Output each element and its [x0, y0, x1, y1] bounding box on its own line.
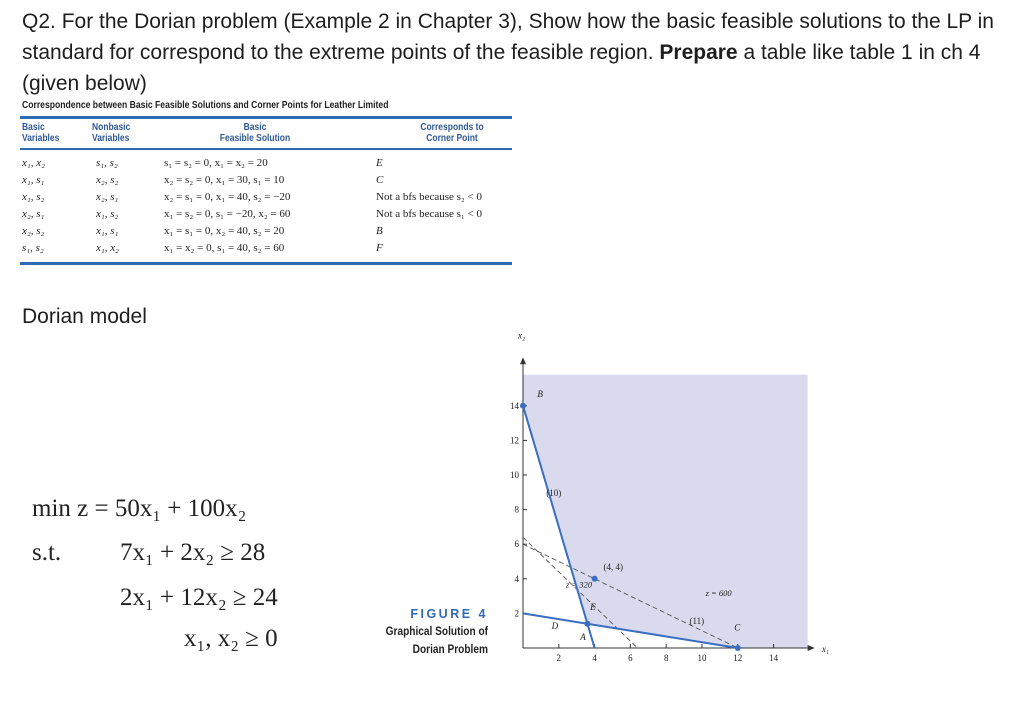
constraint-1: 7x₁ + 2x₂ ≥ 28 — [120, 539, 266, 566]
cell-bfs: x₁ = x₂ = 0, s₁ = 40, s₂ = 60 — [164, 242, 285, 254]
cell-corner: C — [376, 174, 384, 186]
table-caption: Correspondence between Basic Feasible Solutions and Corner Points for Leather Limited — [22, 99, 389, 111]
table-rule-bottom — [20, 262, 512, 265]
cell-nonbasic: x₁, x₂ — [96, 242, 119, 254]
question-text — [22, 6, 1012, 99]
y-tick-label: 8 — [514, 504, 519, 515]
cell-corner: B — [376, 225, 383, 237]
y-tick-label: 14 — [510, 400, 519, 411]
cell-bfs: x₂ = s₁ = 0, x₁ = 40, s₂ = −20 — [164, 191, 291, 203]
correspondence-table — [20, 116, 512, 268]
x-tick-label: 14 — [769, 653, 779, 663]
objective-function: min z = 50x₁ + 100x₂ — [32, 495, 247, 522]
cell-basic: x₁, s₁ — [22, 174, 45, 186]
cell-corner: Not a bfs because s₂ < 0 — [376, 191, 482, 203]
isocost-label: z = 320 — [565, 579, 593, 590]
table-rule-top — [20, 116, 512, 119]
y-tick-label: 6 — [514, 539, 519, 550]
corner-point — [735, 645, 741, 651]
y-tick-label: 12 — [510, 435, 519, 446]
constraint-2: 2x₁ + 12x₂ ≥ 24 — [120, 584, 278, 611]
corner-point — [592, 576, 598, 582]
y-tick-label: 10 — [510, 470, 519, 480]
x-tick-label: 6 — [628, 653, 633, 663]
point-label: (4, 4) — [603, 562, 624, 573]
dorian-model-title: Dorian model — [22, 305, 147, 328]
region-label: D — [551, 620, 559, 631]
x-tick-label: 10 — [697, 653, 707, 663]
cell-bfs: x₂ = s₂ = 0, x₁ = 30, s₁ = 10 — [164, 174, 285, 186]
cell-basic: x₁, x₂ — [22, 157, 45, 169]
x-tick-label: 4 — [592, 653, 597, 663]
constraint-label: (11) — [689, 615, 705, 626]
header-basic-feasible-solution: Basic Feasible Solution — [219, 122, 291, 144]
corner-point — [520, 403, 526, 409]
cell-nonbasic: x₁, s₁ — [96, 225, 119, 237]
y-tick-label: 2 — [514, 608, 519, 619]
y-axis-arrow — [520, 357, 526, 364]
x-tick-label: 8 — [663, 653, 669, 663]
region-label: A — [580, 632, 586, 643]
point-label: B — [537, 389, 543, 400]
table-row — [20, 156, 512, 171]
y-tick-label: 4 — [514, 573, 519, 584]
cell-nonbasic: x₁, s₂ — [96, 208, 119, 220]
cell-bfs: s₁ = s₂ = 0, x₁ = x₂ = 20 — [164, 157, 268, 169]
figure-label — [360, 607, 488, 659]
header-nonbasic-variables: Nonbasic Variables — [92, 122, 131, 144]
table-row — [20, 207, 512, 222]
table-row — [20, 224, 512, 239]
figure-caption-line-1: Graphical Solution of — [385, 626, 488, 638]
cell-corner: E — [376, 157, 383, 169]
x-axis-label: x₁ — [821, 644, 830, 654]
table-row — [20, 190, 512, 205]
x-tick-label: 2 — [556, 653, 562, 663]
header-corner-point: Corresponds to Corner Point — [420, 122, 484, 144]
cell-nonbasic: x₂, s₁ — [96, 191, 119, 203]
point-label: C — [734, 622, 741, 633]
cell-basic: x₂, s₁ — [22, 208, 45, 220]
point-label: E — [590, 601, 596, 612]
dorian-graph — [495, 322, 830, 667]
cell-basic: x₁, s₂ — [22, 191, 45, 203]
cell-corner: Not a bfs because s₁ < 0 — [376, 208, 482, 220]
constraint-label: (10) — [546, 487, 562, 498]
x-axis-arrow — [808, 645, 815, 651]
cell-bfs: x₁ = s₂ = 0, s₁ = −20, x₂ = 60 — [164, 208, 291, 220]
nonnegativity-constraint: x₁, x₂ ≥ 0 — [184, 625, 278, 652]
cell-nonbasic: x₂, s₂ — [96, 174, 119, 186]
figure-number: FIGURE 4 — [410, 607, 488, 621]
cell-corner: F — [376, 242, 383, 254]
y-axis-label: x₂ — [518, 330, 526, 341]
question-label: Q2. — [22, 10, 56, 33]
question-bold-word: Prepare — [659, 41, 738, 64]
cell-basic: s₁, s₂ — [22, 242, 44, 254]
question-body: For the Dorian problem (Example 2 in Chapter 3), Show how the basic feasible solutions to the LP in standard for correspond to the extreme points of the feasible region. — [22, 10, 994, 64]
table-row — [20, 241, 512, 256]
isocost-label: z = 600 — [705, 588, 732, 599]
header-basic-variables: Basic Variables — [22, 122, 60, 144]
table-row — [20, 173, 512, 188]
table-rule-header — [20, 148, 512, 150]
cell-nonbasic: s₁, s₂ — [96, 157, 118, 169]
cell-bfs: x₁ = s₁ = 0, x₂ = 40, s₂ = 20 — [164, 225, 285, 237]
cell-basic: x₂, s₂ — [22, 225, 45, 237]
subject-to-label: s.t. — [32, 539, 62, 566]
x-tick-label: 12 — [733, 653, 743, 663]
corner-point — [584, 621, 590, 627]
figure-caption-line-2: Dorian Problem — [412, 644, 488, 656]
question-tail: a table like table 1 in ch 4 (given below) — [22, 41, 981, 95]
